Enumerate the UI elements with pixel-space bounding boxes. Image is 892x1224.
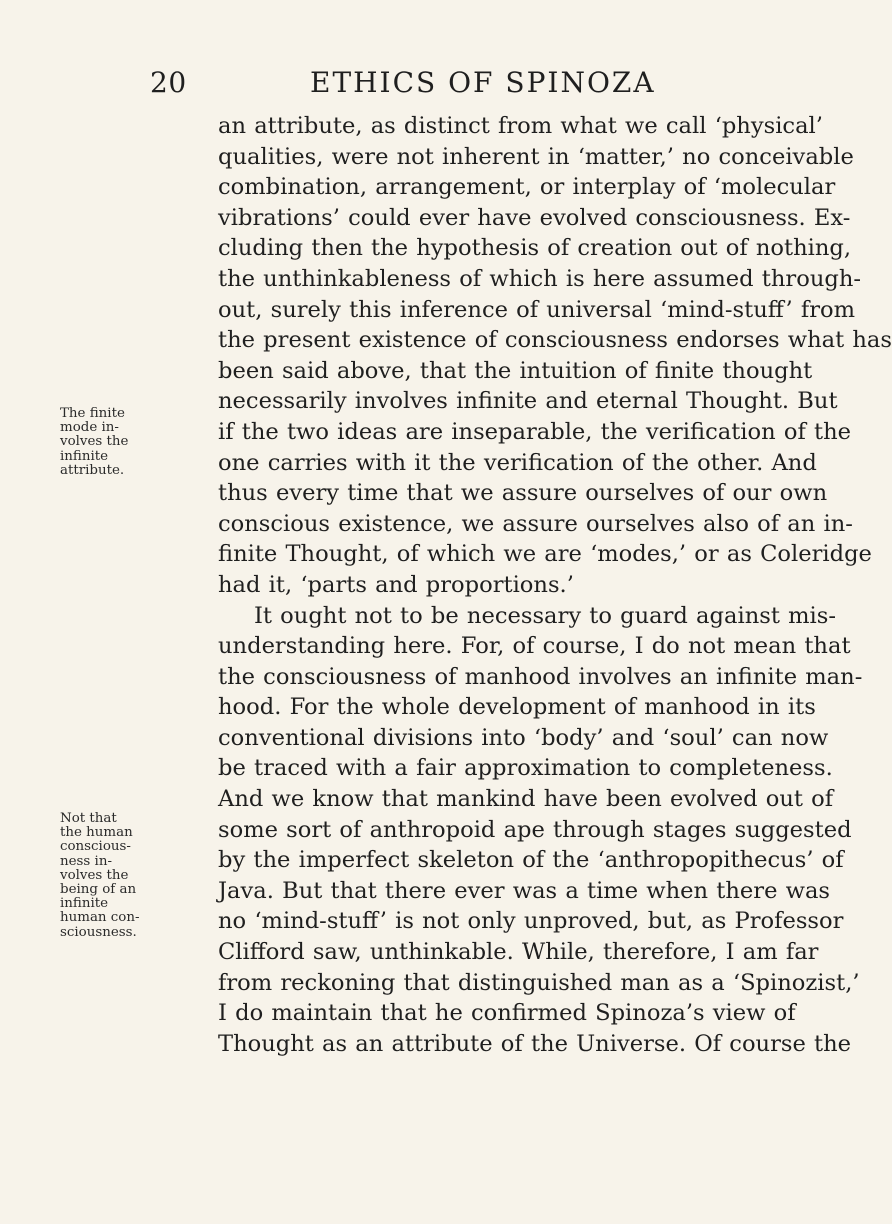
text-line: been said above, that the intuition of finite thought xyxy=(218,357,813,384)
margin-note-line: ness in- xyxy=(60,853,112,869)
text-line: I do maintain that he confirmed Spinoza’s view of xyxy=(218,1000,796,1027)
page-header xyxy=(0,60,800,100)
text-line: by the imperfect skeleton of the ‘anthropopithecus’ of xyxy=(218,847,844,874)
margin-note-line: sciousness. xyxy=(60,924,137,940)
text-line: if the two ideas are inseparable, the verification of the xyxy=(218,418,851,445)
text-line: from reckoning that distinguished man as a ‘Spinozist,’ xyxy=(218,969,860,996)
text-line: Clifford saw, unthinkable. While, therefore, I am far xyxy=(218,939,819,966)
text-line: the consciousness of manhood involves an infinite man- xyxy=(218,663,863,690)
text-line: some sort of anthropoid ape through stages suggested xyxy=(218,816,852,843)
text-line: Thought as an attribute of the Universe. Of course the xyxy=(218,1030,852,1057)
text-line: the present existence of consciousness endorses what has xyxy=(218,327,892,354)
margin-note-line: the human xyxy=(60,825,133,841)
margin-note-finite-mode xyxy=(60,407,150,478)
text-line: qualities, were not inherent in ‘matter,’ no conceivable xyxy=(218,143,854,170)
text-line: thus every time that we assure ourselves of our own xyxy=(218,480,828,507)
margin-note-line: being of an xyxy=(60,882,137,898)
text-line: no ‘mind-stuff’ is not only unproved, but, as Professor xyxy=(218,908,844,935)
text-line: understanding here. For, of course, I do not mean that xyxy=(218,633,851,660)
text-line: hood. For the whole development of manhood in its xyxy=(218,694,816,721)
text-line: combination, arrangement, or interplay of ‘molecular xyxy=(218,174,836,201)
text-line: Java. But that there ever was a time when there was xyxy=(218,877,831,904)
margin-note-line: infinite xyxy=(60,896,109,912)
text-line: an attribute, as distinct from what we call ‘physical’ xyxy=(218,113,823,139)
text-line: had it, ‘parts and proportions.’ xyxy=(218,571,574,598)
margin-note-human-consciousness xyxy=(60,812,150,940)
text-line: cluding then the hypothesis of creation out of nothing, xyxy=(218,235,852,262)
text-line: necessarily involves infinite and eternal Thought. But xyxy=(218,388,838,415)
text-line: the unthinkableness of which is here assumed through- xyxy=(218,265,862,292)
margin-note-line: volves the xyxy=(60,434,129,450)
margin-note-line: mode in- xyxy=(60,420,119,436)
text-line: conventional divisions into ‘body’ and ‘soul’ can now xyxy=(218,724,829,751)
text-line: And we know that mankind have been evolved out of xyxy=(218,786,834,813)
text-line: It ought not to be necessary to guard against mis- xyxy=(254,602,836,629)
margin-note-line: volves the xyxy=(60,867,129,883)
margin-note-line: conscious- xyxy=(60,839,131,855)
margin-note-line: human con- xyxy=(60,910,140,926)
text-line: be traced with a fair approximation to completeness. xyxy=(218,755,833,782)
text-line: finite Thought, of which we are ‘modes,’ or as Coleridge xyxy=(218,541,872,568)
text-line: out, surely this inference of universal ‘mind-stuff’ from xyxy=(218,296,856,323)
margin-note-line: The finite xyxy=(60,406,125,421)
text-line: one carries with it the verification of the other. And xyxy=(218,449,817,476)
margin-note-line: attribute. xyxy=(60,462,125,478)
running-head: ETHICS OF SPINOZA xyxy=(310,66,656,99)
text-line: vibrations’ could ever have evolved consciousness. Ex- xyxy=(218,204,851,231)
page-number: 20 xyxy=(150,66,187,99)
margin-note-line: Not that xyxy=(60,811,117,826)
text-line: conscious existence, we assure ourselves also of an in- xyxy=(218,510,853,537)
body-text xyxy=(218,111,892,1059)
margin-note-line: infinite xyxy=(60,448,109,464)
